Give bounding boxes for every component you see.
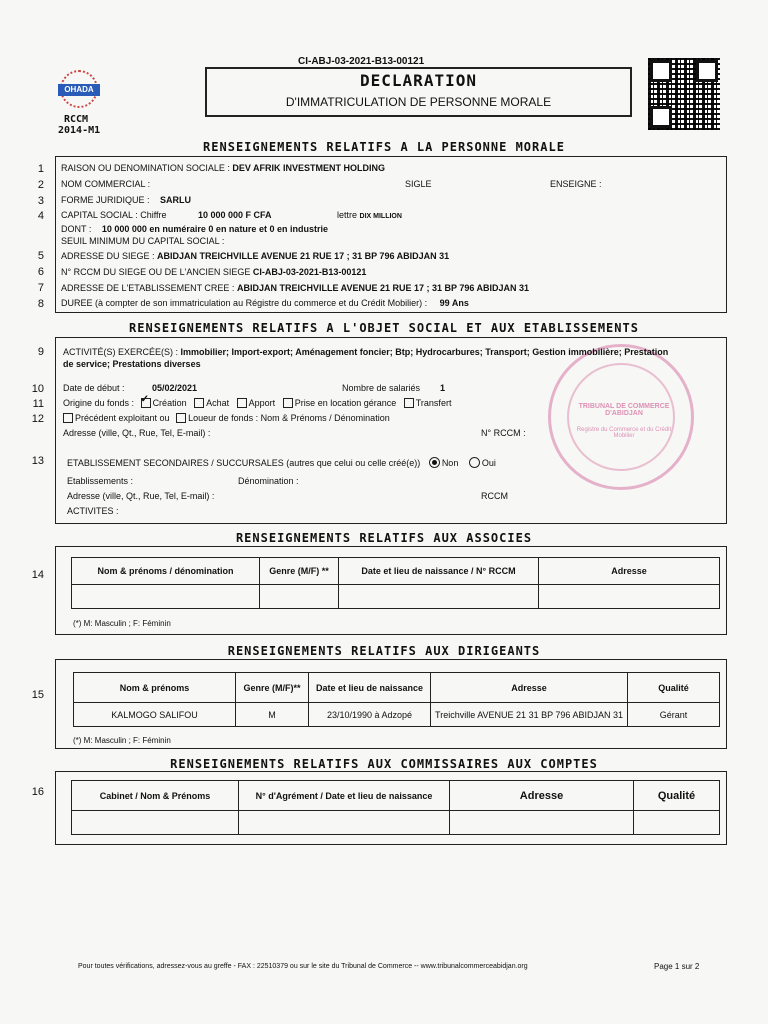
etab-secondaires-line bbox=[67, 458, 496, 469]
duree-value: 99 Ans bbox=[439, 298, 469, 308]
column-header: Qualité bbox=[634, 781, 720, 811]
table-cell bbox=[239, 811, 450, 835]
table-cell bbox=[339, 585, 539, 609]
salaries-value: 1 bbox=[440, 383, 446, 393]
section-dirigeants-title: RENSEIGNEMENTS RELATIFS AUX DIRIGEANTS bbox=[227, 644, 541, 658]
rccm-siege-label: N° RCCM DU SIEGE OU DE L'ANCIEN SIEGE bbox=[61, 267, 251, 277]
capital-lettre-value: DIX MILLION bbox=[359, 213, 402, 220]
adresse-siege-value: ABIDJAN TREICHVILLE AVENUE 21 RUE 17 ; 31 BP 796 ABIDJAN 31 bbox=[157, 251, 450, 261]
dirigeant-naissance: 23/10/1990 à Adzopé bbox=[309, 703, 431, 727]
date-debut-label: Date de début : bbox=[63, 383, 125, 393]
section-personne-morale-title: RENSEIGNEMENTS RELATIFS A LA PERSONNE MORALE bbox=[203, 140, 565, 154]
forme-juridique-label: FORME JURIDIQUE : bbox=[61, 195, 150, 205]
table-cell bbox=[450, 811, 634, 835]
column-header: Adresse bbox=[450, 781, 634, 811]
raison-sociale-value: DEV AFRIK INVESTMENT HOLDING bbox=[232, 163, 386, 173]
table-header-row bbox=[72, 558, 720, 585]
raison-sociale-line bbox=[61, 163, 385, 173]
column-header: Qualité bbox=[628, 673, 720, 703]
stamp-text-2: Registre du Commerce et du Crédit Mobilier bbox=[576, 427, 672, 439]
table-cell bbox=[72, 811, 239, 835]
row-number: 4 bbox=[37, 210, 44, 222]
title-box bbox=[205, 67, 632, 117]
column-header: Genre (M/F) ** bbox=[260, 558, 339, 585]
origine-fonds-line bbox=[63, 393, 452, 409]
row-number: 11 bbox=[32, 398, 44, 410]
table-cell bbox=[539, 585, 720, 609]
activites-etab-label: ACTIVITES : bbox=[67, 506, 119, 516]
section-objet-social-title: RENSEIGNEMENTS RELATIFS A L'OBJET SOCIAL ET AUX ETABLISSEMENTS bbox=[129, 321, 639, 335]
associes-table bbox=[71, 557, 720, 609]
duree-line bbox=[61, 298, 469, 308]
date-debut-value: 05/02/2021 bbox=[152, 383, 198, 393]
loueur-fonds-label: Loueur de fonds : Nom & Prénoms / Dénomination bbox=[188, 413, 390, 423]
capital-dont-label: DONT : bbox=[61, 224, 92, 234]
non-label: Non bbox=[441, 458, 459, 468]
row-number: 10 bbox=[31, 383, 44, 395]
activites-value: Immobilier; Import-export; Aménagement foncier; Btp; Hydrocarbures; Transport; Gestion immobilière; Prestation bbox=[180, 347, 669, 357]
reference-number: CI-ABJ-03-2021-B13-00121 bbox=[298, 56, 425, 67]
checkbox-achat[interactable] bbox=[194, 398, 204, 408]
section-associes-title: RENSEIGNEMENTS RELATIFS AUX ASSOCIES bbox=[235, 531, 533, 545]
row-number: 13 bbox=[31, 455, 44, 467]
adresse-precedent-label: Adresse (ville, Qt., Rue, Tel, E-mail) : bbox=[63, 428, 211, 438]
checkbox-transfert[interactable] bbox=[404, 398, 414, 408]
checkbox-precedent-exploitant[interactable] bbox=[63, 413, 73, 423]
form-code-year: 2014-M1 bbox=[58, 125, 101, 136]
column-header: Cabinet / Nom & Prénoms bbox=[72, 781, 239, 811]
rccm-siege-line bbox=[61, 267, 366, 277]
column-header: N° d'Agrément / Date et lieu de naissance bbox=[239, 781, 450, 811]
forme-juridique-value: SARLU bbox=[160, 195, 192, 205]
adresse-etablissement-line bbox=[61, 283, 529, 293]
commissaires-table bbox=[71, 780, 720, 835]
dirigeants-table bbox=[73, 672, 720, 727]
capital-dont-value: 10 000 000 en numéraire 0 en nature et 0 en industrie bbox=[101, 224, 328, 234]
salaries-label: Nombre de salariés bbox=[342, 383, 421, 393]
capital-lettre-line bbox=[337, 210, 402, 220]
checkbox-apport[interactable] bbox=[237, 398, 247, 408]
row-number: 15 bbox=[31, 689, 44, 701]
table-row bbox=[74, 703, 720, 727]
sigle-label: SIGLE bbox=[405, 179, 432, 189]
row-number: 1 bbox=[37, 163, 44, 175]
document-subtitle: D'IMMATRICULATION DE PERSONNE MORALE bbox=[285, 95, 552, 109]
dirigeant-genre: M bbox=[236, 703, 309, 727]
duree-label: DUREE (à compter de son immatriculation au Régistre du commerce et du Crédit Mobilier) : bbox=[61, 298, 428, 308]
ohada-logo bbox=[60, 70, 98, 108]
dirigeant-qualite: Gérant bbox=[628, 703, 720, 727]
adresse-siege-line bbox=[61, 251, 449, 261]
activites-line bbox=[63, 347, 668, 357]
table-header-row bbox=[72, 781, 720, 811]
radio-non[interactable] bbox=[429, 457, 440, 468]
transfert-label: Transfert bbox=[415, 398, 452, 408]
precedent-exploitant-label: Précédent exploitant ou bbox=[75, 413, 170, 423]
column-header: Adresse bbox=[431, 673, 628, 703]
ohada-logo-text: OHADA bbox=[58, 84, 100, 96]
column-header: Date et lieu de naissance bbox=[309, 673, 431, 703]
enseigne-label: ENSEIGNE : bbox=[550, 179, 602, 189]
nom-commercial-label: NOM COMMERCIAL : bbox=[61, 179, 151, 189]
row-number: 7 bbox=[37, 282, 44, 294]
capital-dont-line bbox=[61, 224, 328, 234]
rccm-siege-value: CI-ABJ-03-2021-B13-00121 bbox=[252, 267, 367, 277]
adresse-etablissement-value: ABIDJAN TREICHVILLE AVENUE 21 RUE 17 ; 31 BP 796 ABIDJAN 31 bbox=[236, 283, 530, 293]
table-cell bbox=[634, 811, 720, 835]
row-number: 3 bbox=[37, 195, 44, 207]
checkbox-location-gerance[interactable] bbox=[283, 398, 293, 408]
row-number: 6 bbox=[37, 266, 44, 278]
adresse-etablissement-label: ADRESSE DE L'ETABLISSEMENT CREE : bbox=[61, 283, 235, 293]
section-commissaires-title: RENSEIGNEMENTS RELATIFS AUX COMMISSAIRES AUX COMPTES bbox=[170, 757, 598, 771]
etablissements-label: Etablissements : bbox=[67, 476, 134, 486]
origine-fonds-label: Origine du fonds : bbox=[63, 398, 135, 408]
form-code-rccm: RCCM bbox=[64, 114, 89, 125]
row-number: 9 bbox=[37, 346, 44, 358]
capital-social-label: CAPITAL SOCIAL : Chiffre bbox=[61, 210, 167, 220]
column-header: Nom & prénoms bbox=[74, 673, 236, 703]
table-row bbox=[72, 585, 720, 609]
column-header: Adresse bbox=[539, 558, 720, 585]
precedent-exploitant-line bbox=[63, 413, 390, 424]
raison-sociale-label: RAISON OU DENOMINATION SOCIALE : bbox=[61, 163, 230, 173]
dirigeants-genre-note: (*) M: Masculin ; F: Féminin bbox=[73, 736, 171, 745]
radio-oui[interactable] bbox=[469, 457, 480, 468]
table-cell bbox=[72, 585, 260, 609]
capital-lettre-label: lettre bbox=[337, 210, 358, 220]
apport-label: Apport bbox=[248, 398, 276, 408]
row-number: 2 bbox=[37, 179, 44, 191]
tribunal-stamp bbox=[548, 344, 694, 490]
column-header: Date et lieu de naissance / N° RCCM bbox=[339, 558, 539, 585]
row-number: 12 bbox=[31, 413, 44, 425]
capital-social-value: 10 000 000 F CFA bbox=[198, 210, 272, 220]
row-number: 5 bbox=[37, 250, 44, 262]
row-number: 14 bbox=[31, 569, 44, 581]
row-number: 16 bbox=[31, 786, 44, 798]
column-header: Nom & prénoms / dénomination bbox=[72, 558, 260, 585]
checkbox-loueur-fonds[interactable] bbox=[176, 413, 186, 423]
dirigeant-nom: KALMOGO SALIFOU bbox=[74, 703, 236, 727]
oui-label: Oui bbox=[481, 458, 496, 468]
table-row bbox=[72, 811, 720, 835]
document-title: DECLARATION bbox=[360, 71, 477, 90]
table-header-row bbox=[74, 673, 720, 703]
table-cell bbox=[260, 585, 339, 609]
footer-verification-text: Pour toutes vérifications, adressez-vous au greffe - FAX : 22510379 ou sur le site du Tribunal de Commerce -- www.tribunalcommerceabidjan.org bbox=[78, 963, 528, 970]
seuil-minimum-label: SEUIL MINIMUM DU CAPITAL SOCIAL : bbox=[61, 236, 225, 246]
adresse-siege-label: ADRESSE DU SIEGE : bbox=[61, 251, 155, 261]
row-number: 8 bbox=[37, 298, 44, 310]
rccm-precedent-label: N° RCCM : bbox=[481, 428, 526, 438]
stamp-text: TRIBUNAL DE COMMERCE D'ABIDJAN bbox=[578, 403, 670, 417]
location-gerance-label: Prise en location gérance bbox=[294, 398, 397, 408]
associes-genre-note: (*) M: Masculin ; F: Féminin bbox=[73, 619, 171, 628]
qr-code bbox=[648, 58, 720, 130]
dirigeant-adresse: Treichville AVENUE 21 31 BP 796 ABIDJAN 31 bbox=[431, 703, 628, 727]
checkbox-creation[interactable]: ✓ bbox=[141, 398, 151, 408]
column-header: Genre (M/F)** bbox=[236, 673, 309, 703]
denomination-label: Dénomination : bbox=[238, 476, 299, 486]
page-number: Page 1 sur 2 bbox=[654, 962, 700, 971]
activites-value-2: de service; Prestations diverses bbox=[63, 359, 201, 369]
activites-label: ACTIVITÉ(S) EXERCÉE(S) : bbox=[63, 347, 179, 357]
creation-label: Création bbox=[152, 398, 187, 408]
forme-juridique-line bbox=[61, 195, 191, 205]
etab-secondaires-label: ETABLISSEMENT SECONDAIRES / SUCCURSALES (autres que celui ou celle créé(e)) bbox=[67, 458, 421, 468]
rccm-etab-label: RCCM bbox=[481, 491, 508, 501]
achat-label: Achat bbox=[206, 398, 230, 408]
adresse-etab-label: Adresse (ville, Qt., Rue, Tel, E-mail) : bbox=[67, 491, 215, 501]
